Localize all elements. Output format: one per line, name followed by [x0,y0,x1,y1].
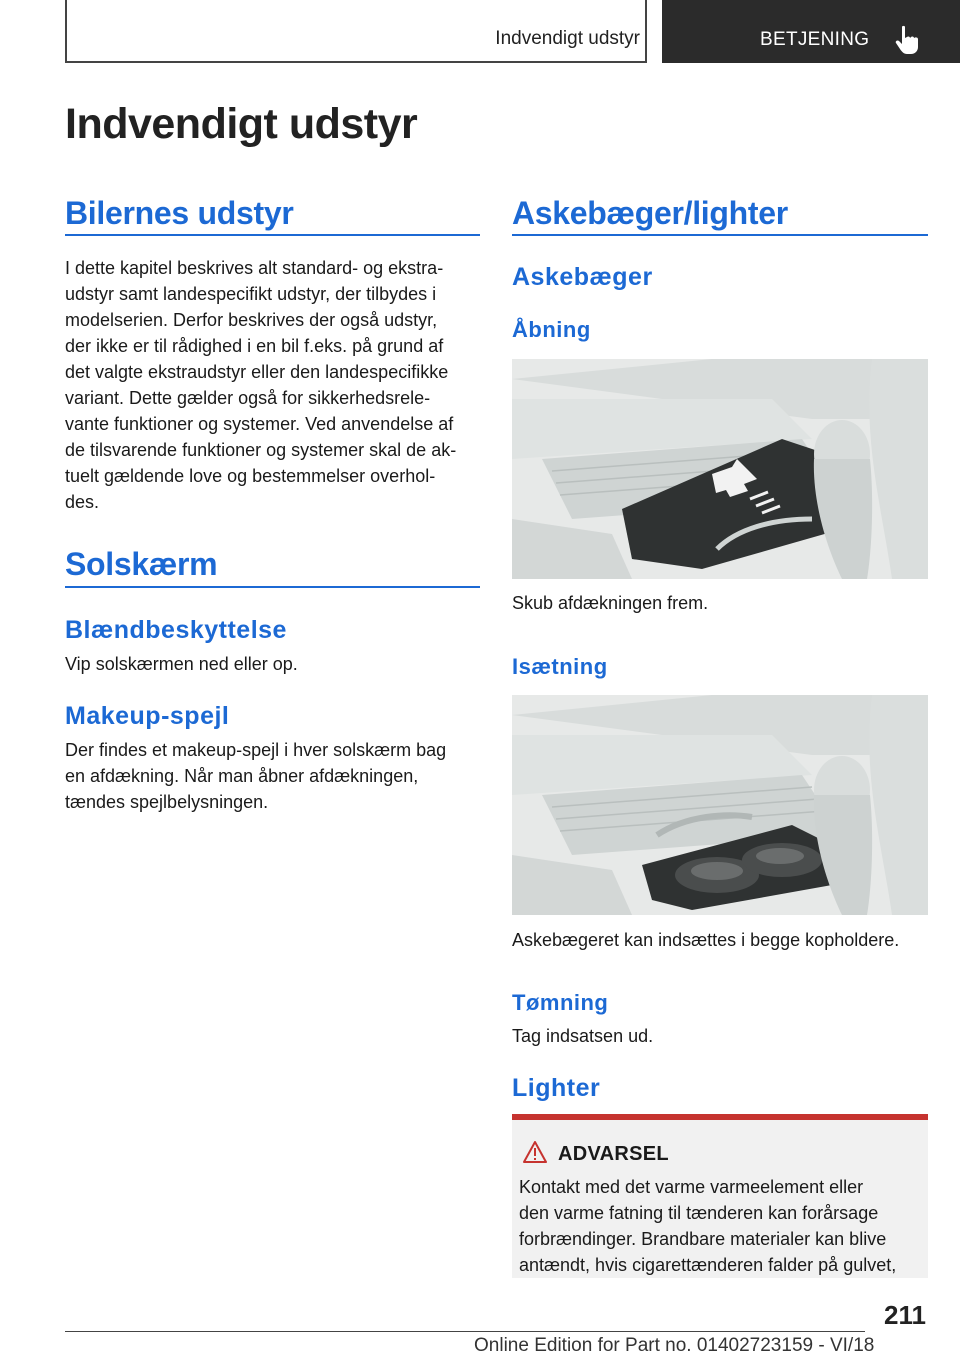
text-line: vante funktioner og systemer. Ved anvendelse af [65,414,454,434]
heading-isaetning: Isætning [512,654,608,679]
text-line: antændt, hvis cigarettænderen falder på gulvet, [519,1255,897,1275]
text-line: en afdækning. Når man åbner afdækningen, [65,766,419,786]
header-chapter-label: BETJENING [760,29,870,50]
intro-paragraph [65,255,485,515]
heading-aabning: Åbning [512,317,591,342]
text-line: Der findes et makeup-spejl i hver solskærm bag [65,740,447,760]
text-line: forbrændinger. Brandbare materialer kan blive [519,1229,887,1249]
text-line: modelserien. Derfor beskrives der også udstyr, [65,310,438,330]
text-line: des. [65,492,100,512]
header-section-title: Indvendigt udstyr [495,28,640,49]
page-number: 211 [884,1300,926,1330]
heading-blaendbeskyttelse: Blændbeskyttelse [65,616,287,644]
heading-rule [65,234,480,236]
toemning-text: Tag indsatsen ud. [512,1026,654,1046]
makeup-spejl-text [65,737,485,815]
footer-edition: Online Edition for Part no. 01402723159 - VI/18 [474,1335,875,1356]
text-line: udstyr samt landespecifikt udstyr, der tilbydes i [65,284,437,304]
heading-rule [65,586,480,588]
warning-title: ADVARSEL [558,1143,669,1165]
caption-aabning: Skub afdækningen frem. [512,593,709,613]
heading-solskaerm: Solskærm [65,546,218,582]
hand-pointer-icon [894,25,922,55]
heading-bilernes-udstyr: Bilernes udstyr [65,195,294,231]
text-line: den varme fatning til tænderen kan forårsage [519,1203,879,1223]
heading-toemning: Tømning [512,990,609,1015]
text-line: I dette kapitel beskrives alt standard- og ekstra‐ [65,258,444,278]
heading-lighter: Lighter [512,1074,601,1102]
heading-askebaeger: Askebæger [512,263,653,291]
figure-ashtray-opening [512,359,928,579]
text-line: de tilsvarende funktioner og systemer skal de ak‐ [65,440,457,460]
figure-ashtray-insertion [512,695,928,915]
text-line: Vip solskærmen ned eller op. [65,654,298,674]
footer-rule [65,1331,865,1332]
text-line: variant. Dette gælder også for sikkerhedsrele‐ [65,388,431,408]
warning-triangle-icon [522,1140,548,1164]
text-line: tændes spejlbelysningen. [65,792,269,812]
text-line: Kontakt med det varme varmeelement eller [519,1177,864,1197]
text-line: tuelt gældende love og bestemmelser overhol‐ [65,466,436,486]
blaendbeskyttelse-text [65,651,485,677]
heading-askebaeger-lighter: Askebæger/lighter [512,195,788,231]
text-line: det valgte ekstraudstyr eller den landespecifikke [65,362,449,382]
text-line: der ikke er til rådighed i en bil f.eks. på grund af [65,336,444,356]
page-title: Indvendigt udstyr [65,100,418,148]
warning-text [519,1174,924,1278]
caption-isaetning: Askebægeret kan indsættes i begge kopholdere. [512,930,900,950]
heading-makeup-spejl: Makeup-spejl [65,702,230,730]
heading-rule [512,234,928,236]
